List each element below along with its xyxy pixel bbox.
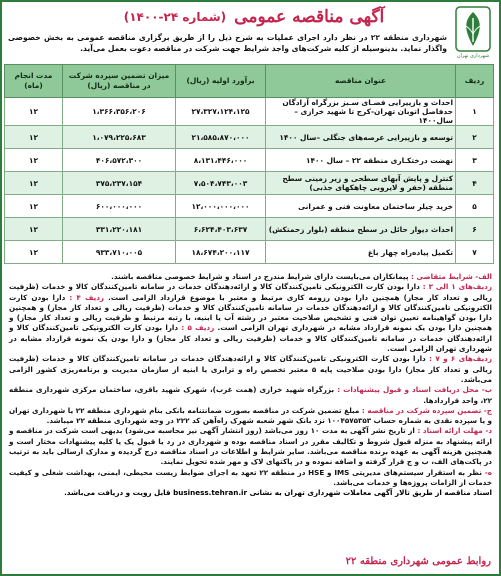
table-row [5,241,494,264]
condition-a-head: الف- شرایط متقاضی : [408,272,492,281]
rows-6-7-head: ردیف‌های ۶ و ۷ : [425,354,492,364]
row-number: ۵ [456,195,494,218]
row-estimate: ۲۷،۳۲۷،۱۲۴،۱۲۵ [176,98,266,126]
row-duration: ۱۲ [5,126,63,149]
row-guarantee: ۳۳۱،۲۲۰،۱۸۱ [63,218,176,241]
row-estimate: ۷،۵۰۴،۷۴۳،۰۰۳ [176,172,266,195]
row-number: ۲ [456,126,494,149]
col-header-row: ردیف [456,65,494,98]
row-guarantee: ۱،۰۷۹،۲۲۵،۶۸۳ [63,126,176,149]
intro-text: در نظر دارد اجرای عملیات به شرح ذیل را از طریق برگزاری مناقصه عمومی به بخش خصوصی واگذار نماید. بدینوسیله از کلیه شرکت‌های واجد شرایط جهت شرکت در مناقصه دعوت بعمل می‌آید. [8,33,447,53]
row-estimate: ۸،۱۳۱،۴۴۶،۰۰۰ [176,149,266,172]
condition-a [9,272,492,282]
logo-caption: شهرداری تهران [456,53,490,59]
condition-c-head: ج- تضمین سپرده شرکت در مناقصه : [359,405,492,415]
header [2,2,499,30]
col-header-estimate: برآورد اولیه (ریال) [176,65,266,98]
rows-1-3-head: ردیف‌های ۱ الی ۳ : [419,282,492,292]
row-duration: ۱۲ [5,98,63,126]
row-duration: ۱۲ [5,195,63,218]
condition-c [9,406,492,427]
row-subject: تکمیل پیاده‌راه چهار باغ [266,241,456,264]
condition-rows-6-7 [9,354,492,385]
condition-e-text: نظر به استقرار سیستم‌های مدیریتی IMS و HSE در منطقه ۲۲ تعهد به اجرای ضوابط زیست محیطی، ایمنی، بهداشت شغلی و کیفیت خدمات از الزامات پروژه‌ها و خدمات می‌باشد. [9,467,492,487]
row-guarantee: ۱،۳۶۶،۳۵۶،۲۰۶ [63,98,176,126]
row-5-text: دارا بودن کارت الکترونیکی تامین‌کنندگان کالا و ارائه‌دهندگان خدمات در سامانه تامین‌کنندگان کالا و خدمات (ظرفیت ریالی و تعداد کار مجاز) و دارا بودن یک نمونه قرارداد مشابه در شهرداری تهران الزامی است. [9,323,492,354]
col-header-duration: مدت انجام (ماه) [5,65,63,98]
row-5-head: ردیف ۵ : [178,323,218,333]
tenders-table [4,64,494,264]
condition-e-head: ه- [481,467,492,477]
row-guarantee: ۹۳۳،۷۱۰،۰۰۵ [63,241,176,264]
condition-d-head: د- مهلت ارائه اسناد : [414,426,493,436]
condition-c-text: مبلغ تضمین شرکت در مناقصه بصورت ضمانتنامه بانکی بنام شهرداری منطقه ۲۲ یا شهرداری تهران و یا سپرده نقدی به شماره حساب ۱۰۰۴۵۷۵۳۵۳ نزد بانک شهر شعبه شهرک راه‌آهن کد ۲۲۲ در وجه شهرداری منطقه ۲۲ میباشد. [9,405,492,426]
condition-f [9,488,492,498]
condition-d-text: از تاریخ نشر آگهی به مدت ۱۰ روز می‌باشد (روز انتشار آگهی نیز محاسبه می‌شود) بدیهی است شرکت در مناقصه و ارائه پیشنهاد به منزله قبول شروط و تکالیف مقرر در اسناد مناقصه بوده و شهرداری در رد یا قبول یک یا کلیه پیشنهادات مختار است و همچنین هزینه آگهی به عهده برنده مناقصه می‌باشد. سایر شرایط و اطلاعات در اسناد مناقصه درج گردیده و مدارک ارسالی باید به ترتیب در پاکت‌های الف، ب و ج قرار گرفته و اضافه نموده و در پاکتهای لاک و مهر شده تحویل نمایند. [9,426,492,467]
organization-name: شهرداری منطقه ۲۲ [370,33,448,42]
rows-1-3-text: دارا بودن کارت الکترونیکی تامین‌کنندگان کالا و ارائه‌دهندگان خدمات در سامانه تامین‌کنندگان کالا و خدمات (ظرفیت ریالی و تعداد کار مجاز) همچنین دارا بودن رزومه کاری مرتبط و معتبر با موضوع قرارداد الزامی است. [9,282,492,302]
condition-f-text: اسناد مناقصه از طریق تالار آگهی معاملات شهرداری تهران به نشانی business.tehran.ir قابل رویت و دریافت می‌باشد. [64,488,492,498]
public-relations-footer: روابط عمومی شهرداری منطقه ۲۲ [345,556,491,567]
row-estimate: ۶،۶۲۴،۴۰۳،۶۳۷ [176,218,266,241]
condition-a-text: پیمانکاران می‌بایست دارای شرایط مندرج در اسناد و شرایط خصوصی مناقصه باشند. [111,272,409,281]
condition-b [9,385,492,406]
row-subject: کنترل و پایش آبهای سطحی و زیر زمینی سطح منطقه (حفر و لایروبی چاهکهای جذبی) [266,172,456,195]
row-subject: خرید چیلر ساختمان معاونت فنی و عمرانی [266,195,456,218]
table-row [5,172,494,195]
condition-rows-1-3 [9,282,492,354]
table-row [5,218,494,241]
row-guarantee: ۳۷۵،۲۳۷،۱۵۴ [63,172,176,195]
col-header-guarantee: میزان تضمین سپرده شرکت در مناقصه (ریال) [63,65,176,98]
table-header-row [5,65,494,98]
col-header-subject: عنوان مناقصه [266,65,456,98]
ad-title: آگهی مناقصه عمومی [234,7,385,27]
row-number: ۱ [456,98,494,126]
row-subject: نهضت درختکـاری منطقه ۲۲ – سال ۱۴۰۰ [266,149,456,172]
row-estimate: ۲۱،۵۸۵،۸۷۰،۰۰۰ [176,126,266,149]
row-duration: ۱۲ [5,172,63,195]
municipality-logo [451,6,495,64]
table-row [5,98,494,126]
table-row [5,195,494,218]
row-duration: ۱۲ [5,241,63,264]
row-duration: ۱۲ [5,218,63,241]
rows-6-7-text: دارا بودن کارت الکترونیکی تامین‌کنندگان کالا و ارائه‌دهندگان خدمات در سامانه تامین‌کنندگان کالا و خدمات (ظرفیت ریالی و تعداد کار مجاز) دارا بودن صلاحیت پایه ۵ معتبر تخصص راه و ترابری یا ابنیه از سازمان مدیریت و برنامه‌ریزی کشور الزامی می‌باشد. [9,354,493,384]
tehran-emblem-icon [455,6,491,52]
condition-b-text: بزرگراه شهید خرازی (همت غرب)، شهرک شهید باقری، ساختمان مرکزی شهرداری منطقه ۲۲، واحد قراردادها. [9,385,492,405]
row-number: ۶ [456,218,494,241]
row-subject: توسعه و بازپیرایی عرصه‌های جنگلی –سال ۱۴۰۰ [266,126,456,149]
row-guarantee: ۴۰۶،۵۷۲،۳۰۰ [63,149,176,172]
row-estimate: ۱۸،۶۷۴،۲۰۰،۱۱۷ [176,241,266,264]
row-number: ۳ [456,149,494,172]
row-4-head: ردیف ۴ : [65,292,109,302]
intro-paragraph [8,32,447,54]
row-number: ۷ [456,241,494,264]
condition-e [9,468,492,489]
title-banner [123,5,385,29]
table-row [5,126,494,149]
row-duration: ۱۲ [5,149,63,172]
row-subject: احداث و بازپیرایی فضـای سـبز بزرگراه آزادگان حدفاصل اتوبان تهران-کرج تا شهید خرازی –سال۱۴۰۰ [266,98,456,126]
condition-d [9,426,492,467]
row-subject: احداث دیوار حائل در سطح منطقه (بلوار زحمتکش) [266,218,456,241]
ad-number: (شماره ۲۴-۱۴۰۰) [123,10,227,24]
row-number: ۴ [456,172,494,195]
condition-b-head: ب- محل دریافت اسناد و قبول پیشنهادات : [334,385,493,395]
table-row [5,149,494,172]
row-guarantee: ۶۰۰،۰۰۰،۰۰۰ [63,195,176,218]
row-estimate: ۱۲،۰۰۰،۰۰۰،۰۰۰ [176,195,266,218]
conditions-section [9,272,492,499]
row-4-text: دارا بودن کارت الکترونیکی تامین‌کنندگان کالا و ارائه‌دهندگان خدمات در سامانه تامین‌کنندگان کالا و خدمات (ظرفیت ریالی و تعداد کار مجاز) و همچنین دارا بودن گواهینامه تعیین توان فنی و تشخیص صلاحیت معتبر در رشته آب یا ابنیه، با رتبه مرتبط و ظرفیت ریالی و تعداد کار مجاز) و همچنین دارا بودن یک نمونه قرارداد مشابه در شهرداری تهران الزامی است. [9,292,492,333]
